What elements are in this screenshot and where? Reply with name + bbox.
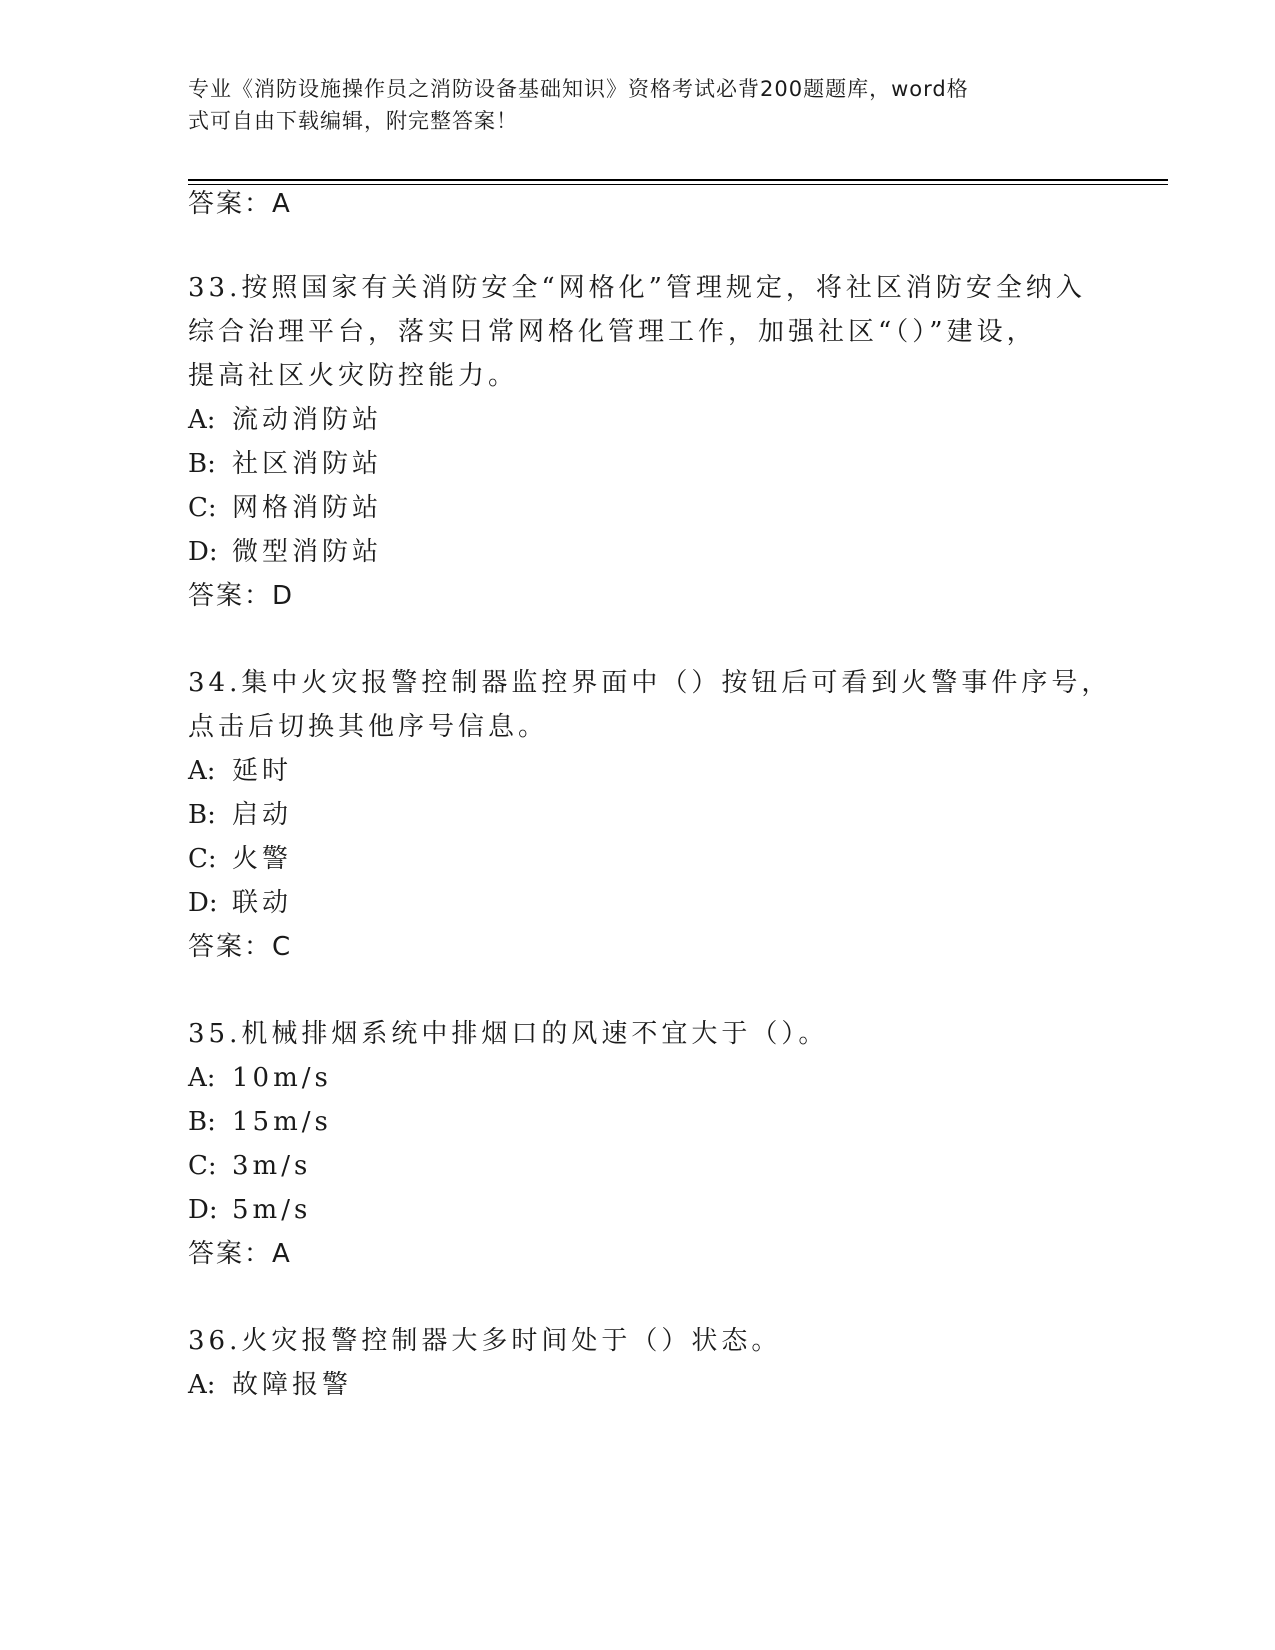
option-key: A:	[188, 1063, 216, 1093]
header-divider-thin	[188, 184, 1168, 185]
option-text: 微型消防站	[232, 537, 383, 567]
option-text: 流动消防站	[232, 405, 383, 435]
question-33-option-c	[188, 485, 382, 531]
question-34-option-d	[188, 880, 292, 926]
option-text: 5m/s	[232, 1195, 312, 1225]
option-key: A:	[188, 1370, 216, 1400]
option-key: A:	[188, 405, 216, 435]
document-header	[188, 73, 1088, 137]
option-text: 火警	[232, 844, 293, 874]
question-34-option-c	[188, 836, 292, 882]
question-34-answer: 答案：C	[188, 932, 293, 962]
option-key: D:	[188, 537, 218, 567]
option-text: 3m/s	[232, 1151, 312, 1181]
option-key: A:	[188, 756, 216, 786]
question-34-line-1: 34.集中火灾报警控制器监控界面中（）按钮后可看到火警事件序号，	[188, 668, 1112, 698]
option-text: 网格消防站	[232, 493, 383, 523]
option-text: 10m/s	[232, 1063, 332, 1093]
option-key: B:	[188, 449, 216, 479]
option-text: 联动	[232, 888, 293, 918]
option-text: 社区消防站	[232, 449, 383, 479]
option-text: 启动	[232, 800, 293, 830]
question-33-answer: 答案：D	[188, 581, 295, 611]
option-key: C:	[188, 493, 217, 523]
question-33-option-a	[188, 397, 382, 443]
option-key: D:	[188, 888, 218, 918]
option-text: 故障报警	[232, 1370, 353, 1400]
question-35-option-d	[188, 1187, 311, 1233]
question-36-line-1: 36.火灾报警控制器大多时间处于（）状态。	[188, 1326, 782, 1356]
option-key: B:	[188, 1107, 216, 1137]
option-key: C:	[188, 844, 217, 874]
question-35-answer: 答案：A	[188, 1239, 292, 1269]
question-35-option-a	[188, 1055, 332, 1101]
question-33-line-1: 33.按照国家有关消防安全“网格化”管理规定，将社区消防安全纳入	[188, 273, 1086, 303]
option-key: C:	[188, 1151, 217, 1181]
option-text: 延时	[232, 756, 293, 786]
question-34-option-a	[188, 748, 292, 794]
question-35-line-1: 35.机械排烟系统中排烟口的风速不宜大于（）。	[188, 1019, 829, 1049]
question-35-option-c	[188, 1143, 311, 1189]
question-33-line-2: 综合治理平台，落实日常网格化管理工作，加强社区“（）”建设，	[188, 317, 1037, 347]
question-33-option-b	[188, 441, 382, 487]
header-line-2: 式可自由下载编辑，附完整答案！	[188, 109, 518, 133]
question-36-option-a	[188, 1362, 352, 1408]
question-33-option-d	[188, 529, 382, 575]
question-34-option-b	[188, 792, 292, 838]
question-33-line-3: 提高社区火灾防控能力。	[188, 361, 519, 391]
question-34-line-2: 点击后切换其他序号信息。	[188, 712, 549, 742]
header-divider-thick	[188, 179, 1168, 181]
question-35-option-b	[188, 1099, 332, 1145]
header-line-1: 专业《消防设施操作员之消防设备基础知识》资格考试必背200题题库，word格	[188, 77, 969, 101]
option-text: 15m/s	[232, 1107, 332, 1137]
option-key: D:	[188, 1195, 218, 1225]
option-key: B:	[188, 800, 216, 830]
previous-answer: 答案：A	[188, 189, 292, 219]
